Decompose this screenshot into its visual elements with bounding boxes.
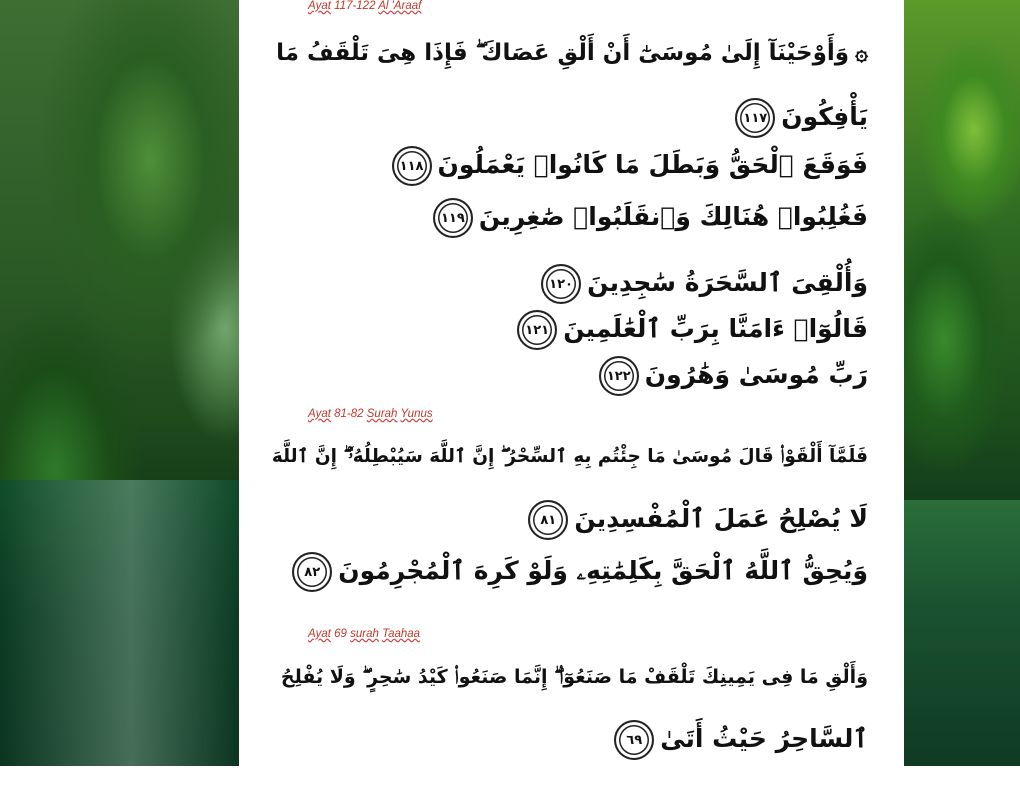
verse-line [729,98,868,138]
forest-background-right [904,0,1020,766]
ayat-numbers: 69 [334,628,347,640]
ayat-label: Ayat [308,0,331,12]
river-water-left [0,480,239,766]
ayat-label: Ayat [308,408,331,420]
verse-line [286,552,868,592]
verse-line [511,310,868,350]
ayah-end-marker: ١١٧ [735,98,775,138]
verse-text: فَوَقَعَ ٱلْحَقُّ وَبَطَلَ مَا كَانُوا۟ يَعْمَلُونَ [437,150,868,179]
ayah-end-marker: ١٢٢ [599,356,639,396]
surah-name: Yunus [400,408,433,420]
section-reference-yunus [308,408,433,420]
verse-text: رَبِّ مُوسَىٰ وَهَٰرُونَ [644,360,868,389]
verse-line [608,720,868,760]
verse-line [272,446,868,467]
forest-background-left [0,0,239,766]
ayah-end-marker: ١١٨ [392,146,432,186]
ayat-label: Ayat [308,628,331,640]
verse-line [281,666,868,688]
ayah-end-marker: ٦٩ [614,720,654,760]
verse-text: لَا يُصْلِحُ عَمَلَ ٱلْمُفْسِدِينَ [574,504,868,533]
surah-label: surah [350,628,379,640]
section-reference-araaf [308,0,421,12]
star-sajdah-icon: ۞ [855,41,868,66]
surah-name: Al 'Araaf [378,0,422,12]
verse-line [522,500,868,540]
quran-verses-page [239,0,904,766]
river-water-right [904,500,1020,766]
verse-text: قَالُوٓا۟ ءَامَنَّا بِرَبِّ ٱلْعَٰلَمِينَ [563,314,868,343]
verse-text: وَأُلْقِىَ ٱلسَّحَرَةُ سَٰجِدِينَ [587,268,868,297]
verse-line [535,264,868,304]
verse-text: فَغُلِبُوا۟ هُنَالِكَ وَٱنقَلَبُوا۟ صَٰغِرِينَ [478,202,868,231]
ayat-numbers: 117-122 [334,0,376,12]
ayah-end-marker: ٨١ [528,500,568,540]
verse-line [593,356,868,396]
ayat-numbers: 81-82 [334,408,364,420]
section-reference-taahaa [308,628,420,640]
ayah-end-marker: ١٢٠ [541,264,581,304]
verse-text: وَأَلْقِ مَا فِى يَمِينِكَ تَلْقَفْ مَا صَنَعُوٓا۟ ۖ إِنَّمَا صَنَعُوا۟ كَيْدُ سَٰحِرٍ ۖ وَلَا يُفْلِحُ [280,666,868,688]
ayah-end-marker: ١١٩ [433,198,473,238]
verse-text: وَأَوْحَيْنَآ إِلَىٰ مُوسَىٰٓ أَنْ أَلْقِ عَصَاكَ ۖ فَإِذَا هِىَ تَلْقَفُ مَا [276,40,850,66]
ayah-end-marker: ٨٢ [292,552,332,592]
verse-text: فَلَمَّآ أَلْقَوْا۟ قَالَ مُوسَىٰ مَا جِئْتُم بِهِ ٱلسِّحْرُ ۖ إِنَّ ٱللَّهَ سَيُبْطِلُهُۥٓ ۖ إِنَّ ٱللَّهَ [271,446,868,467]
verse-text: يَأْفِكُونَ [781,102,868,131]
verse-line [386,146,868,186]
verse-text: وَيُحِقُّ ٱللَّهُ ٱلْحَقَّ بِكَلِمَٰتِهِۦ وَلَوْ كَرِهَ ٱلْمُجْرِمُونَ [338,556,868,585]
verse-line [427,198,868,238]
ayah-end-marker: ١٢١ [517,310,557,350]
verse-line [276,40,868,66]
surah-name: Taahaa [382,628,421,640]
surah-label: Surah [366,408,398,420]
verse-text: ٱلسَّاحِرُ حَيْثُ أَتَىٰ [660,724,868,753]
